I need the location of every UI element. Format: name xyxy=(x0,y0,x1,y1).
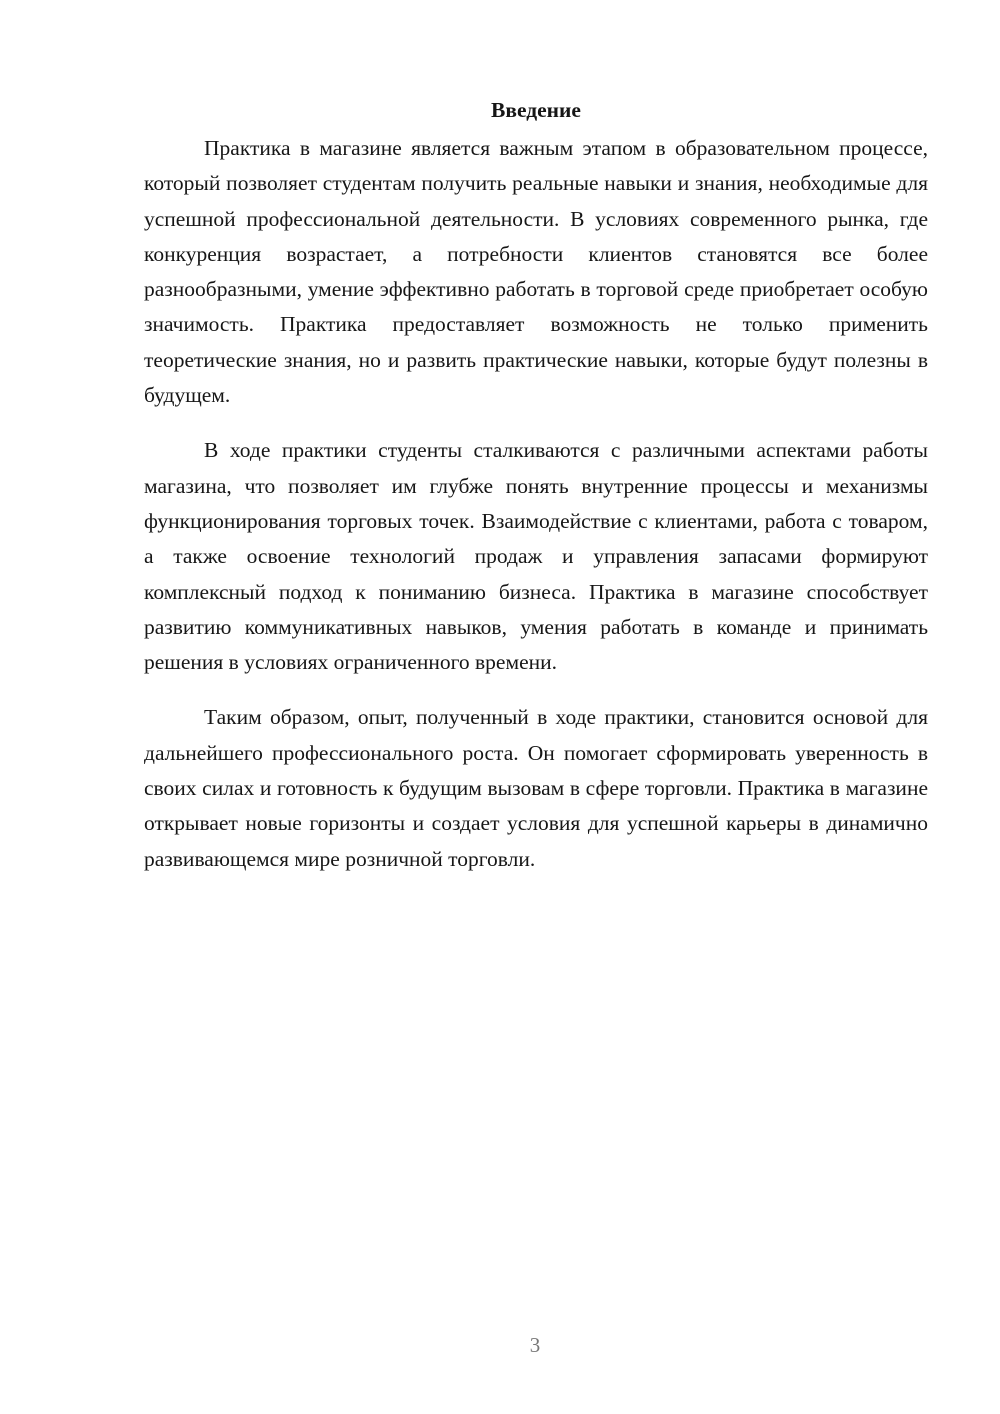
page-number: 3 xyxy=(529,1333,541,1357)
paragraph-practice-aspects: В ходе практики студенты сталкиваются с различными аспектами работы магазина, что позволяет им глубже понять внутренние процессы и механизмы функционирования торговых точек. Взаимодействие с клиентами, работа с товаром, а также освоение технологий продаж и управления запасами формируют комплексный подход к пониманию бизнеса. Практика в магазине способствует развитию коммуникативных навыков, умения работать в команде и принимать решения в условиях ограниченного времени. xyxy=(144,438,928,675)
paragraph-intro: Практика в магазине является важным этапом в образовательном процессе, который позволяет студентам получить реальные навыки и знания, необходимые для успешной профессиональной деятельности. В условиях современного рынка, где конкуренция возрастает, а потребности клиентов становятся все более разнообразными, умение эффективно работать в торговой среде приобретает особую значимость. Практика предоставляет возможность не только применить теоретические знания, но и развить практические навыки, которые будут полезны в будущем. xyxy=(144,136,928,408)
page-content xyxy=(144,92,928,897)
section-heading: Введение xyxy=(491,98,581,122)
paragraph-conclusion: Таким образом, опыт, полученный в ходе практики, становится основой для дальнейшего профессионального роста. Он помогает сформировать уверенность в своих силах и готовность к будущим вызовам в сфере торговли. Практика в магазине открывает новые горизонты и создает условия для успешной карьеры в динамично развивающемся мире розничной торговли. xyxy=(144,705,928,871)
